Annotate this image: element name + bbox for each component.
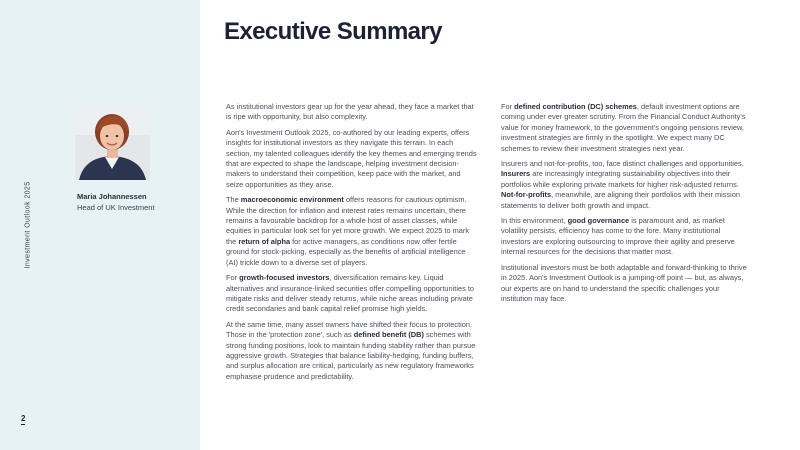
paragraph-text: is paramount and, as market volatility persists, efficiency has come to the fore. Many institutional investors are exploring outsourcing to improve their agility and preserve internal resources for the decisions that matter most.: [501, 216, 735, 257]
paragraph-text: Insurers and not-for-profits, too, face distinct challenges and opportunities.: [501, 159, 744, 169]
body-column-left: [226, 102, 478, 387]
sidebar-panel: [0, 0, 200, 450]
paragraph-text: , meanwhile, are aligning their portfolios with their mission statements to deliver both growth and impact.: [501, 190, 741, 210]
body-paragraph: [501, 159, 749, 211]
paragraph-text: are increasingly integrating sustainability objectives into their portfolios while exploring private markets for higher risk-adjusted returns.: [501, 169, 739, 189]
emphasis-text: return of alpha: [238, 236, 291, 246]
body-paragraph: [226, 195, 478, 268]
body-paragraph: [226, 273, 478, 315]
emphasis-text: good governance: [567, 216, 630, 226]
author-role: Head of UK Investment: [77, 203, 155, 212]
emphasis-text: defined benefit (DB): [353, 330, 424, 340]
author-portrait: [75, 105, 150, 180]
paragraph-text: schemes with strong funding positions, look to maintain funding stability rather than pursue aggressive growth. Strategies that balance liability-hedging, funding buffers, and surplus allocation are critical, particularly as new regulatory frameworks emphasise prudence and predictability.: [226, 330, 476, 381]
emphasis-text: macroeconomic environment: [240, 195, 344, 205]
paragraph-text: For: [226, 273, 240, 283]
paragraph-text: In this environment,: [501, 216, 568, 226]
page-title: Executive Summary: [224, 18, 442, 45]
author-portrait-image: [75, 105, 150, 180]
paragraph-text: At the same time, many asset owners have shifted their focus to protection. Those in the 'protection zone', such as: [226, 319, 473, 340]
body-paragraph: [226, 102, 478, 123]
paragraph-text: , default investment options are coming under ever greater scrutiny. From the Financial Conduct Authority's value for money framework, to the government's ongoing pensions review, investment strategies are firmly in the spotlight. We expect many DC schemes to review their investment strategies next year.: [501, 102, 746, 153]
paragraph-text: offers reasons for cautious optimism. While the direction for inflation and interest rates remains uncertain, there remains a favourable backdrop for a whole host of asset classes, while equities in particular look set for yet more growth. We expect 2025 to mark the: [226, 195, 470, 246]
emphasis-text: Insurers: [501, 169, 531, 179]
paragraph-text: Aon's Investment Outlook 2025, co-authored by our leading experts, offers insights for institutional investors as they navigate this terrain. In each section, my talented colleagues identify the key themes and emerging trends that are expected to shape the landscape, helping investment decision-makers to understand their competition, keep pace with the market, and seize opportunities as they arise.: [226, 127, 477, 189]
paragraph-text: Institutional investors must be both adaptable and forward-thinking to thrive in 2025. Aon's Investment Outlook is a jumping-off point — but, as always, our experts are on hand to understand the specific challenges your institution may face.: [501, 262, 747, 303]
body-paragraph: [226, 320, 478, 382]
body-paragraph: [501, 263, 749, 305]
body-paragraph: [226, 128, 478, 190]
paragraph-text: As institutional investors gear up for the year ahead, they face a market that is ripe with opportunity, but also complexity.: [226, 102, 474, 122]
emphasis-text: defined contribution (DC) schemes: [514, 102, 637, 111]
body-paragraph: [501, 102, 749, 154]
body-paragraph: [501, 216, 749, 258]
author-name: Maria Johannessen: [77, 192, 147, 201]
body-column-right: [501, 102, 749, 309]
document-side-label: Investment Outlook 2025: [24, 181, 32, 269]
emphasis-text: Not-for-profits: [501, 190, 552, 200]
paragraph-text: The: [226, 195, 241, 205]
paragraph-text: for active managers, as conditions now offer fertile ground for stock-picking, especially as the benefits of artificial intelligence (AI) trickle down to a diverse set of players.: [226, 236, 466, 267]
paragraph-text: For: [501, 102, 515, 111]
paragraph-text: , diversification remains key. Liquid alternatives and insurance-linked securities offer compelling opportunities to mitigate risks and deliver steady returns, while niche areas including private credit secondaries and bank capital relief promise high yields.: [226, 273, 474, 314]
emphasis-text: growth-focused investors: [239, 273, 330, 283]
page-number: 2: [21, 414, 26, 423]
